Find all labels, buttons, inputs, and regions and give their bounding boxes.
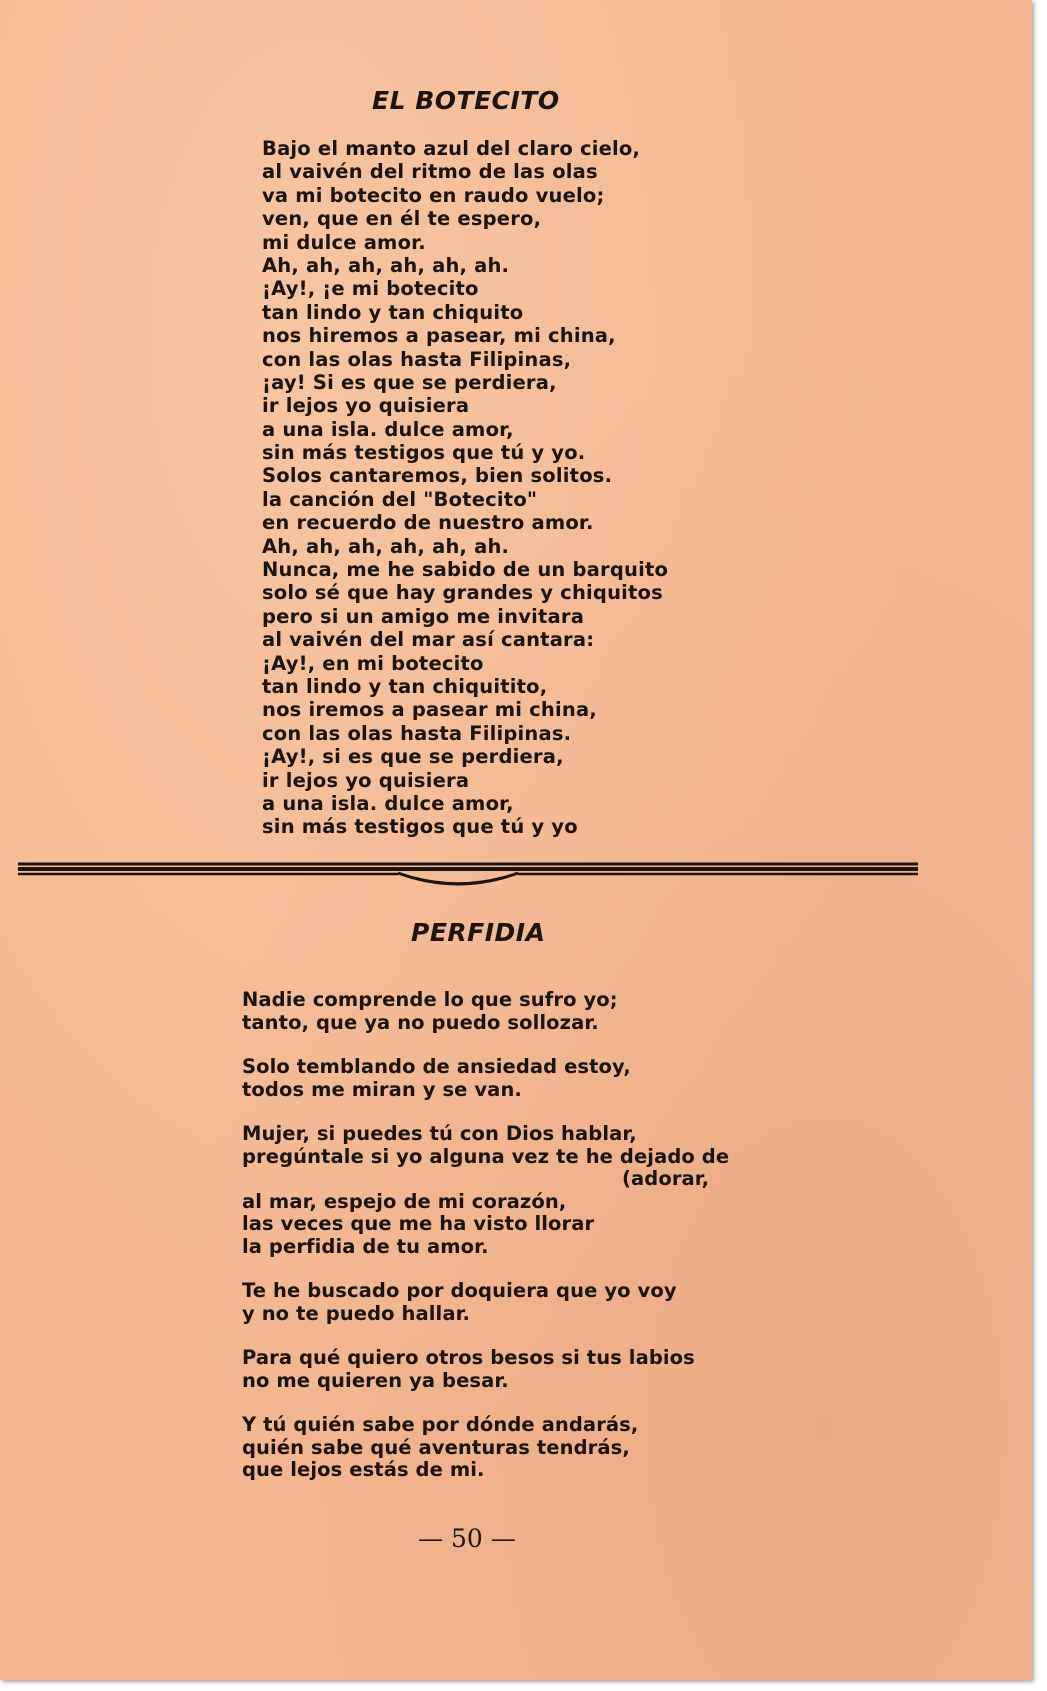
poem-line: Ah, ah, ah, ah, ah, ah. [262,534,510,558]
poem-stanza [242,1123,729,1258]
poem-line: ven, que en él te espero, [262,207,542,231]
poem-line: tan lindo y tan chiquitito, [262,674,548,698]
poem-line: la canción del "Botecito" [262,487,538,511]
poem-title: PERFIDIA [411,918,546,947]
poem-line: Para qué quiero otros besos si tus labios [242,1346,695,1369]
poem-line: no me quieren ya besar. [242,1368,509,1392]
poem-line: la perfidia de tu amor. [242,1234,489,1258]
poem-line: al vaivén del mar así cantara: [262,628,595,652]
poem-line: y no te puedo hallar. [242,1301,471,1325]
poem-line: ¡Ay!, en mi botecito [262,651,484,675]
poem-line: ¡Ay!, ¡e mi botecito [262,277,479,301]
poem-line: ir lejos yo quisiera [262,768,470,792]
ornamental-divider [18,855,918,895]
poem-line: en recuerdo de nuestro amor. [262,511,594,535]
poem-line-continuation: (adorar, [622,1167,710,1190]
poem-line: sin más testigos que tú y yo. [262,441,586,465]
poem-line: pero si un amigo me invitara [262,604,585,628]
poem-line: Te he buscado por doquiera que yo voy [242,1279,677,1302]
page-number: — 50 — [418,1524,516,1553]
poem-title: EL BOTECITO [372,86,560,115]
poem-line: al vaivén del ritmo de las olas [262,160,598,184]
poem-body-perfidia [242,989,729,1504]
poem-line: las veces que me ha visto llorar [242,1212,595,1235]
poem-line: con las olas hasta Filipinas. [262,721,572,745]
poem-line: todos me miran y se van. [242,1077,522,1101]
poem-line: ir lejos yo quisiera [262,394,470,418]
poem-line: solo sé que hay grandes y chiquitos [262,581,663,605]
poem-line: Solo temblando de ansiedad estoy, [242,1055,631,1078]
poem-stanza [242,1414,729,1482]
poem-line: nos iremos a pasear mi china, [262,698,597,722]
poem-line: mi dulce amor. [262,230,426,254]
poem-line: Nunca, me he sabido de un barquito [262,558,669,582]
poem-line: que lejos estás de mi. [242,1458,485,1481]
poem-stanza [242,1347,729,1392]
poem-line: va mi botecito en raudo vuelo; [262,183,605,207]
poem-line: ¡ay! Si es que se perdiera, [262,370,557,394]
poem-line: quién sabe qué aventuras tendrás, [242,1435,630,1459]
poem-line: nos hiremos a pasear, mi china, [262,324,616,348]
poem-line: con las olas hasta Filipinas, [262,347,572,371]
poem-line: al mar, espejo de mi corazón, [242,1189,567,1213]
poem-stanza [242,1280,729,1325]
poem-line: ¡Ay!, si es que se perdiera, [262,745,564,769]
poem-line: Nadie comprende lo que sufro yo; [242,988,618,1011]
poem-line: a una isla. dulce amor, [262,417,514,441]
poem-line: a una isla. dulce amor, [262,791,514,815]
poem-stanza [242,1056,729,1101]
poem-line: Ah, ah, ah, ah, ah, ah. [262,253,510,277]
poem-line: Solos cantaremos, bien solitos. [262,464,613,488]
poem-line: pregúntale si yo alguna vez te he dejado de [242,1144,730,1168]
poem-line: Bajo el manto azul del claro cielo, [262,137,641,160]
poem-body-el-botecito [262,137,668,839]
poem-line: tan lindo y tan chiquito [262,300,524,324]
poem-line: Mujer, si puedes tú con Dios hablar, [242,1122,637,1145]
poem-line: tanto, que ya no puedo sollozar. [242,1010,599,1034]
poem-stanza [242,989,729,1034]
poem-line: Y tú quién sabe por dónde andarás, [242,1413,639,1436]
poem-line: sin más testigos que tú y yo [262,815,578,839]
